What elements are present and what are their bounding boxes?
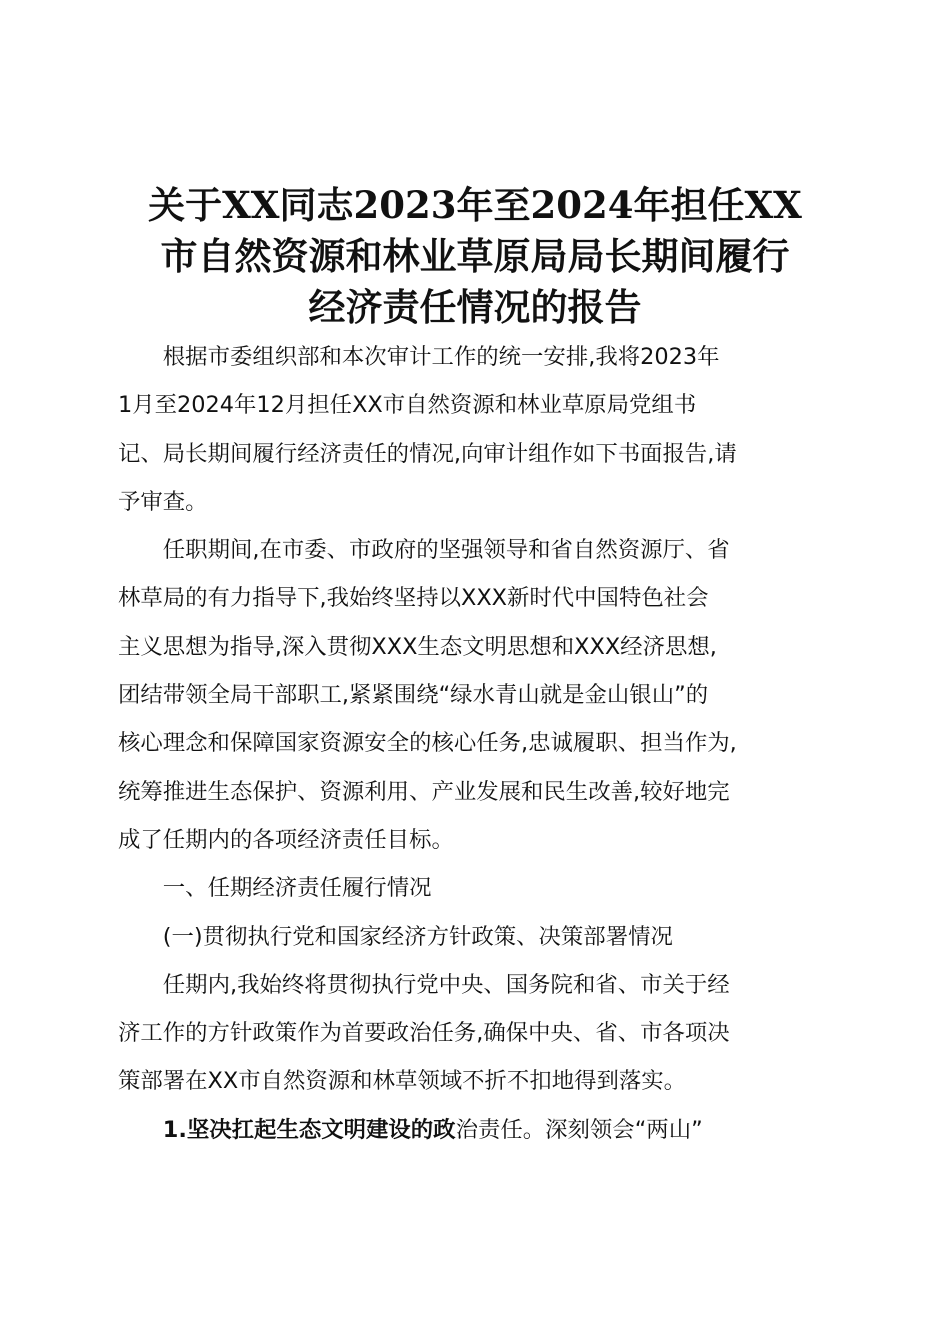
subsection-heading-1: (一)贯彻执行党和国家经济方针政策、决策部署情况 [162,923,673,950]
text-line: 策部署在XX市自然资源和林草领域不折不扣地得到落实。 [118,1068,687,1095]
section-heading-1: 一、任期经济责任履行情况 [162,875,432,902]
item-1-bold-lead: 1.坚决扛起生态文明建设的政 [162,1116,456,1143]
text-line: 1月至2024年12月担任XX市自然资源和林业草原局党组书 [118,392,697,419]
text-line: 主义思想为指导,深入贯彻XXX生态文明思想和XXX经济思想, [118,633,717,660]
policy-paragraph [118,961,832,1106]
intro-paragraph [118,333,832,526]
title-line-1: 关于XX同志2023年至2024年担任XX [148,183,802,227]
tenure-summary-paragraph [118,526,832,864]
item-1-paragraph [118,1106,832,1154]
text-line: 记、局长期间履行经济责任的情况,向审计组作如下书面报告,请 [118,440,737,467]
title-line-2: 市自然资源和林业草原局局长期间履行 [160,234,790,278]
text-line: 成了任期内的各项经济责任目标。 [118,826,454,853]
text-line: 核心理念和保障国家资源安全的核心任务,忠诚履职、担当作为, [118,730,737,757]
item-1-text: 治责任。深刻领会“两山” [455,1116,703,1143]
title-line-3: 经济责任情况的报告 [308,285,642,329]
text-line: 团结带领全局干部职工,紧紧围绕“绿水青山就是金山银山”的 [118,682,709,709]
text-line: 林草局的有力指导下,我始终坚持以XXX新时代中国特色社会 [118,585,709,612]
report-body [118,333,832,1154]
text-line: 予审查。 [118,488,208,515]
text-line: 任职期间,在市委、市政府的坚强领导和省自然资源厅、省 [162,537,730,564]
text-line: 任期内,我始终将贯彻执行党中央、国务院和省、市关于经 [162,971,730,998]
report-title [118,180,832,333]
text-line: 济工作的方针政策作为首要政治任务,确保中央、省、市各项决 [118,1020,730,1047]
text-line: 根据市委组织部和本次审计工作的统一安排,我将2023年 [162,344,720,370]
text-line [118,1106,832,1154]
text-line: 统筹推进生态保护、资源利用、产业发展和民生改善,较好地完 [118,778,730,805]
